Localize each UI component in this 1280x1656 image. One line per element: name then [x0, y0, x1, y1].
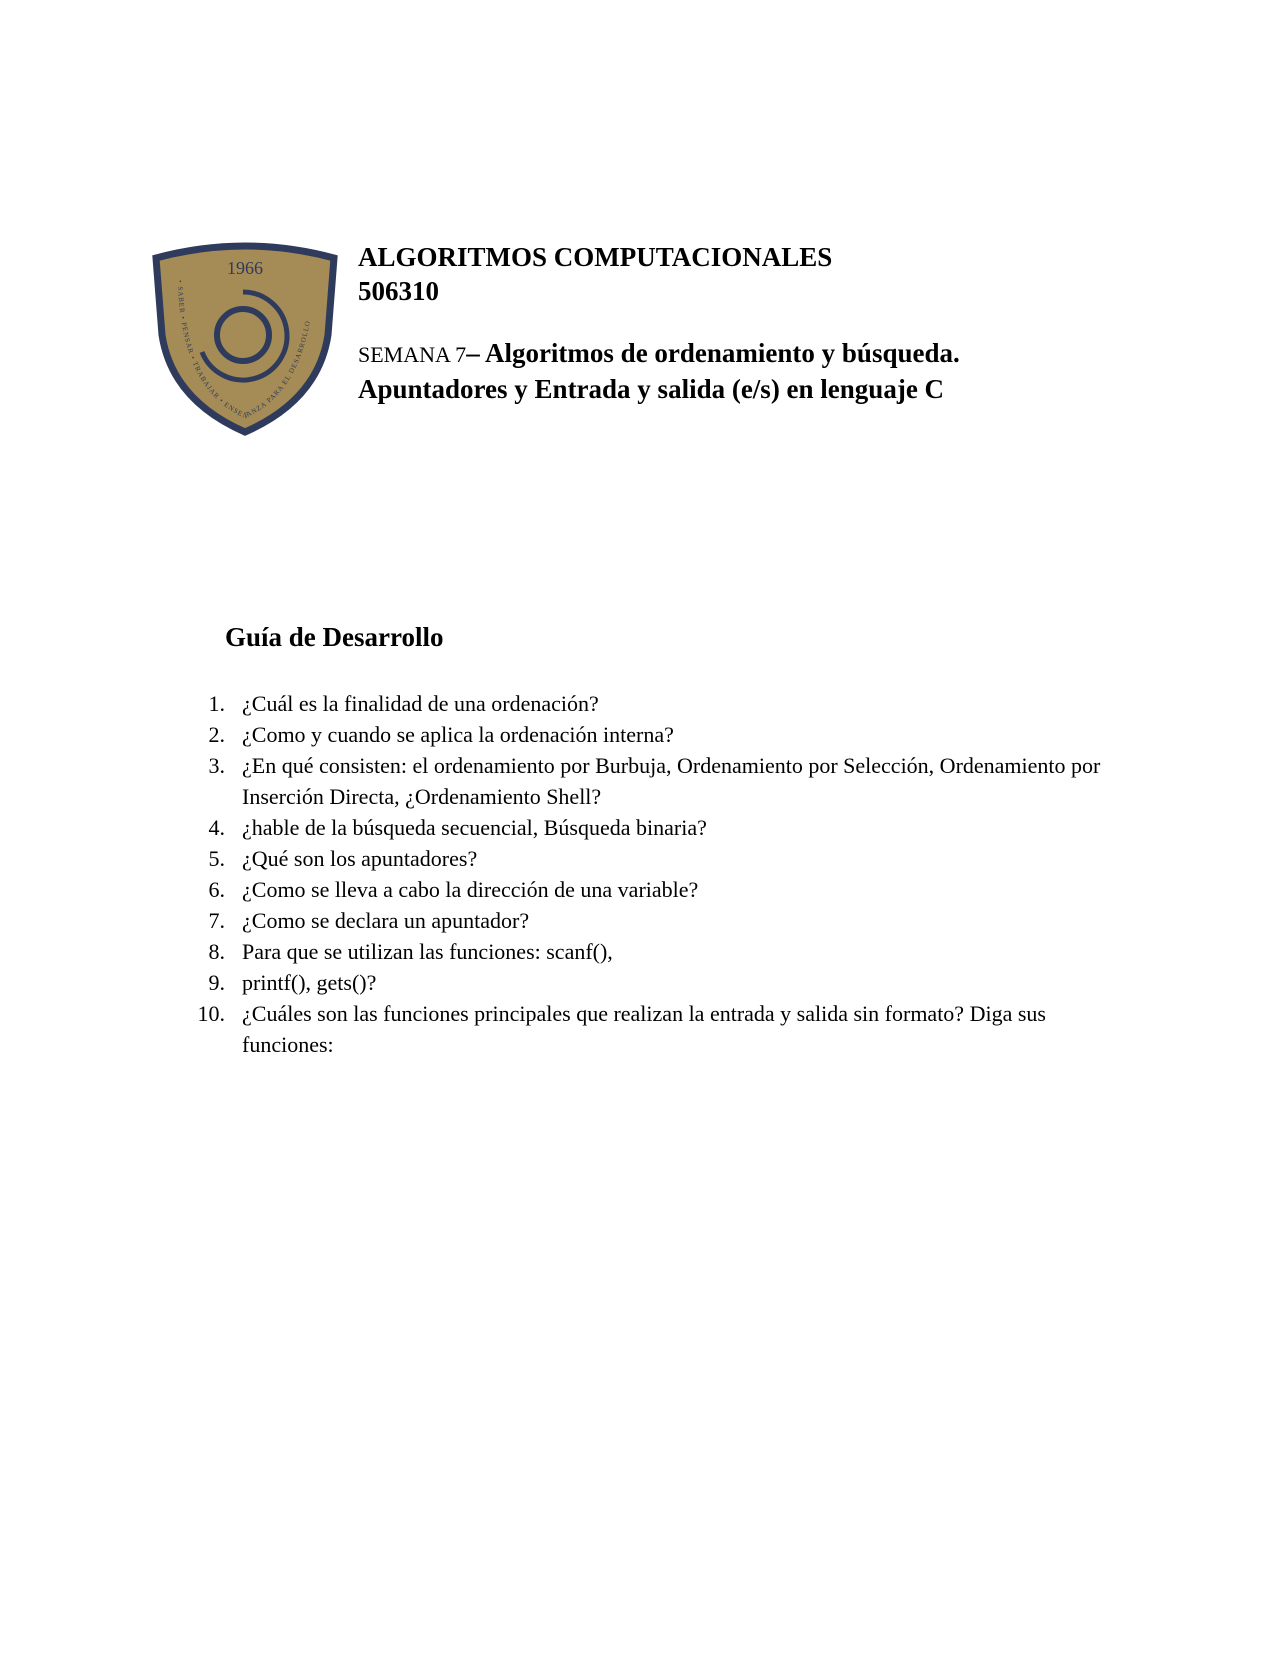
question-number: 6. — [208, 877, 225, 902]
list-item — [175, 812, 1115, 843]
question-number: 8. — [208, 939, 225, 964]
university-crest-logo — [150, 240, 340, 438]
list-item — [175, 688, 1115, 719]
course-title: ALGORITMOS COMPUTACIONALES — [358, 242, 833, 272]
course-code: 506310 — [358, 276, 439, 306]
document-header — [358, 240, 1218, 406]
question-number: 9. — [208, 970, 225, 995]
list-item — [175, 998, 1115, 1060]
question-text: ¿Cuál es la finalidad de una ordenación? — [242, 691, 599, 716]
question-number: 5. — [208, 846, 225, 871]
crest-year: 1966 — [227, 258, 263, 278]
question-number: 3. — [208, 753, 225, 778]
question-text: ¿Como y cuando se aplica la ordenación interna? — [242, 722, 674, 747]
question-number: 1. — [208, 691, 225, 716]
list-item — [175, 967, 1115, 998]
question-number: 4. — [208, 815, 225, 840]
week-topic-line1: – Algoritmos de ordenamiento y búsqueda. — [466, 338, 960, 368]
list-item — [175, 936, 1115, 967]
question-text: ¿Como se declara un apuntador? — [242, 908, 530, 933]
question-list — [175, 688, 1115, 1060]
list-item — [175, 750, 1115, 812]
week-heading — [358, 336, 1218, 406]
question-text: ¿Como se lleva a cabo la dirección de una variable? — [242, 877, 699, 902]
question-number: 10. — [197, 1001, 225, 1026]
question-number: 7. — [208, 908, 225, 933]
week-topic-line2: Apuntadores y Entrada y salida (e/s) en lenguaje C — [358, 374, 945, 404]
list-item — [175, 843, 1115, 874]
question-text: ¿En qué consisten: el ordenamiento por Burbuja, Ordenamiento por Selección, Ordenamiento por Inserción Directa, ¿Ordenamiento Shell? — [242, 753, 1101, 809]
question-text: ¿Cuáles son las funciones principales que realizan la entrada y salida sin formato? Diga sus funciones: — [242, 1001, 1046, 1057]
list-item — [175, 719, 1115, 750]
question-text: printf(), gets()? — [242, 970, 377, 995]
question-text: ¿Qué son los apuntadores? — [242, 846, 478, 871]
question-text: Para que se utilizan las funciones: scanf(), — [242, 939, 613, 964]
list-item — [175, 874, 1115, 905]
question-number: 2. — [208, 722, 225, 747]
question-text: ¿hable de la búsqueda secuencial, Búsqueda binaria? — [242, 815, 707, 840]
list-item — [175, 905, 1115, 936]
crest-motto: • SABER • PENSAR • TRABAJAR • ENSEÑANZA PARA EL DESARROLLO — [175, 279, 312, 421]
guide-heading: Guía de Desarrollo — [225, 622, 444, 652]
week-prefix: SEMANA 7 — [358, 342, 467, 367]
